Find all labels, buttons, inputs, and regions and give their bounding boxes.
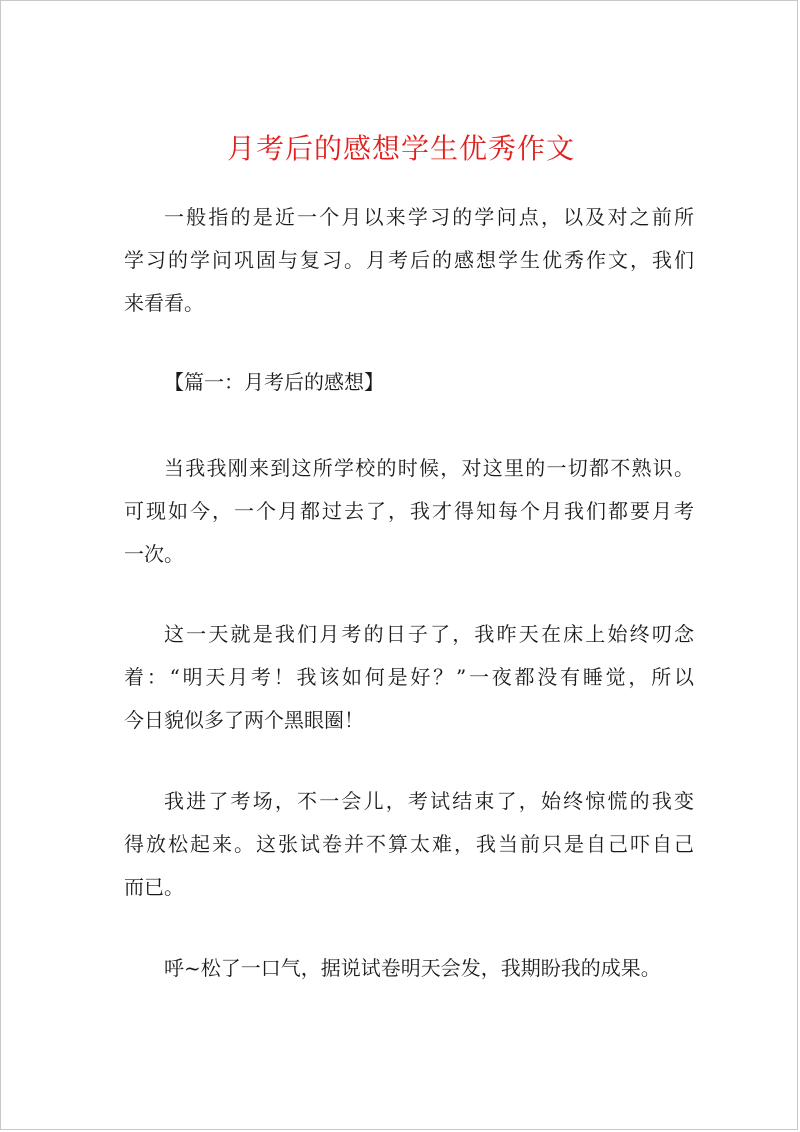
- section-heading: [124, 361, 694, 404]
- text-line: 而已。: [124, 875, 184, 899]
- text-line: 我进了考场，不一会儿，考试结束了，始终惊慌的我变: [164, 789, 694, 813]
- text-line: 着：“明天月考！我该如何是好？”一夜都没有睡觉，所以: [124, 665, 694, 689]
- text-line: 今日貌似多了两个黑眼圈！: [124, 708, 364, 732]
- text-line: 这一天就是我们月考的日子了，我昨天在床上始终叨念: [164, 622, 694, 646]
- paragraph-4: [124, 947, 694, 990]
- paragraph-1: [124, 447, 694, 576]
- text-line: 学习的学问巩固与复习。月考后的感想学生优秀作文，我们: [124, 248, 694, 272]
- text-line: 呼~松了一口气，据说试卷明天会发，我期盼我的成果。: [164, 956, 661, 980]
- text-line: 当我我刚来到这所学校的时候，对这里的一切都不熟识。: [164, 456, 694, 480]
- document-title: 月考后的感想学生优秀作文: [226, 132, 575, 165]
- text-line: 得放松起来。这张试卷并不算太难，我当前只是自己吓自己: [124, 832, 694, 856]
- paragraph-2: [124, 613, 694, 742]
- text-line: 来看看。: [124, 291, 204, 315]
- paragraph-intro: [124, 196, 694, 325]
- text-line: 一般指的是近一个月以来学习的学问点，以及对之前所: [164, 205, 694, 229]
- paragraph-3: [124, 780, 694, 909]
- text-line: 可现如今，一个月都过去了，我才得知每个月我们都要月考: [124, 499, 694, 523]
- text-line: 一次。: [124, 542, 184, 566]
- text-line: 【篇一：月考后的感想】: [164, 370, 384, 394]
